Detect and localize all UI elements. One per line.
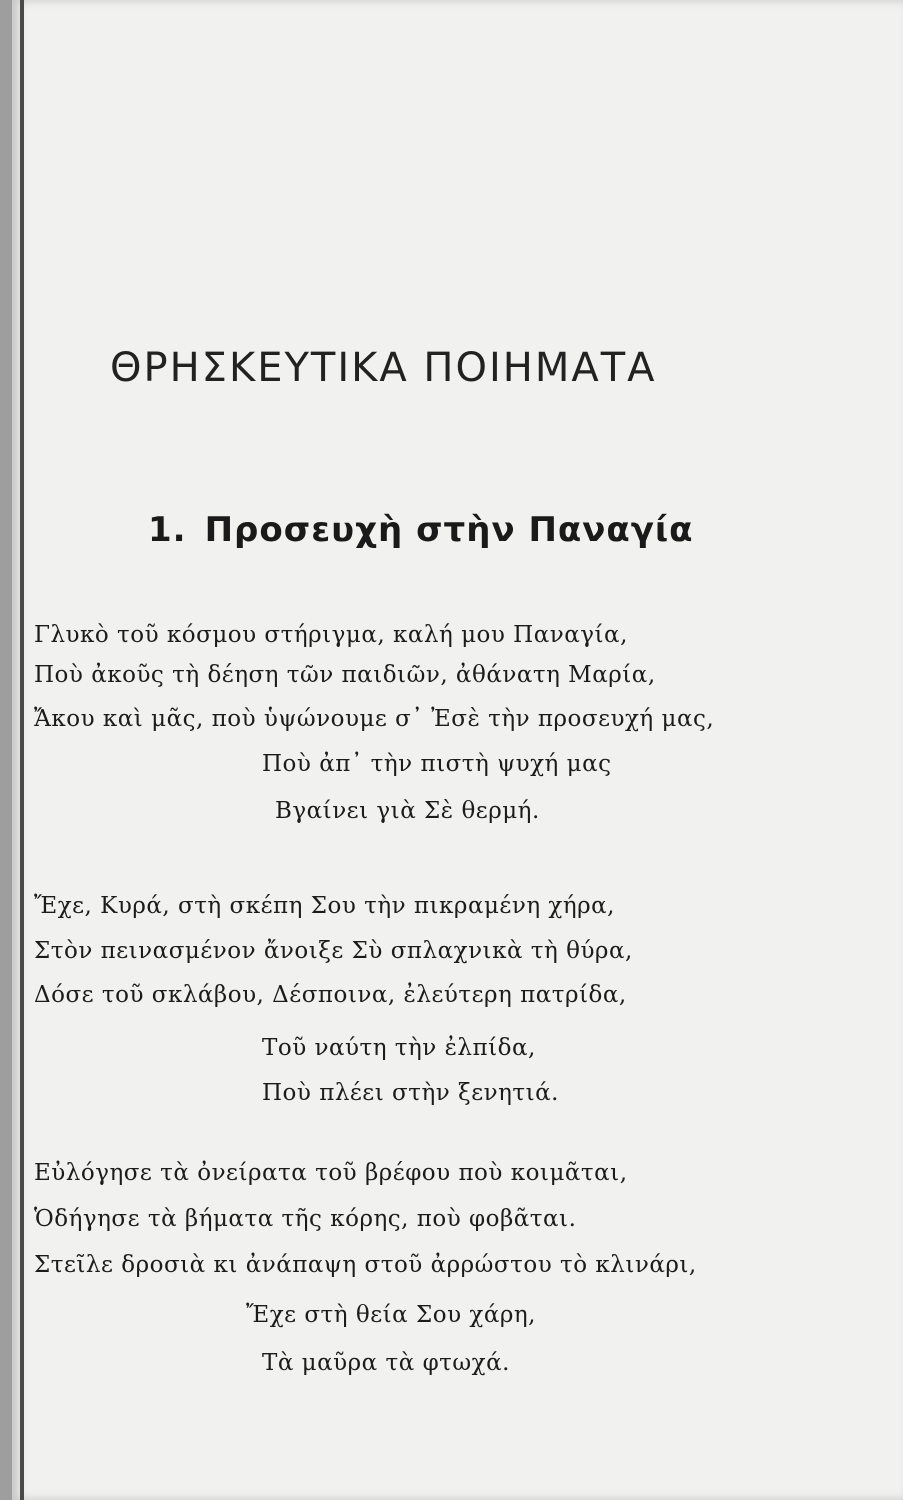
poem-heading <box>148 510 694 550</box>
poem-line: Δόσε τοῦ σκλάβου, Δέσποινα, ἐλεύτερη πατρίδα, <box>34 982 627 1008</box>
poem-line: Ποὺ πλέει στὴν ξενητιά. <box>262 1080 559 1106</box>
poem-line: Ποὺ ἀπ᾽ τὴν πιστὴ ψυχή μας <box>262 751 612 777</box>
section-title: ΘΡΗΣΚΕΥΤΙΚΑ ΠΟΙΗΜΑΤΑ <box>110 345 657 391</box>
poem-line: Γλυκὸ τοῦ κόσμου στήριγμα, καλή μου Παναγία, <box>34 622 628 648</box>
poem-line: Ποὺ ἀκοῦς τὴ δέηση τῶν παιδιῶν, ἀθάνατη Μαρία, <box>34 662 656 688</box>
page-spine <box>20 0 24 1500</box>
poem-title: Προσευχὴ στὴν Παναγία <box>204 510 694 550</box>
poem-line: Τὰ μαῦρα τὰ φτωχά. <box>262 1350 510 1376</box>
poem-line: Στεῖλε δροσιὰ κι ἀνάπαψη στοῦ ἀρρώστου τὸ κλινάρι, <box>34 1252 697 1278</box>
poem-line: Ἔχε στὴ θεία Σου χάρη, <box>246 1302 536 1328</box>
poem-line: Ἄκου καὶ μᾶς, ποὺ ὑψώνουμε σ᾽ Ἐσὲ τὴν προσευχή μας, <box>34 706 715 732</box>
poem-line: Ὁδήγησε τὰ βήματα τῆς κόρης, ποὺ φοβᾶται. <box>34 1206 577 1232</box>
poem-line: Τοῦ ναύτη τὴν ἐλπίδα, <box>262 1035 536 1061</box>
poem-line: Εὐλόγησε τὰ ὀνείρατα τοῦ βρέφου ποὺ κοιμᾶται, <box>34 1160 628 1186</box>
poem-line: Στὸν πεινασμένον ἄνοιξε Σὺ σπλαχνικὰ τὴ θύρα, <box>34 938 633 964</box>
poem-number: 1. <box>148 510 187 550</box>
poem-line: Ἔχε, Κυρά, στὴ σκέπη Σου τὴν πικραμένη χήρα, <box>34 893 615 919</box>
poem-line: Βγαίνει γιὰ Σὲ θερμή. <box>275 798 540 824</box>
